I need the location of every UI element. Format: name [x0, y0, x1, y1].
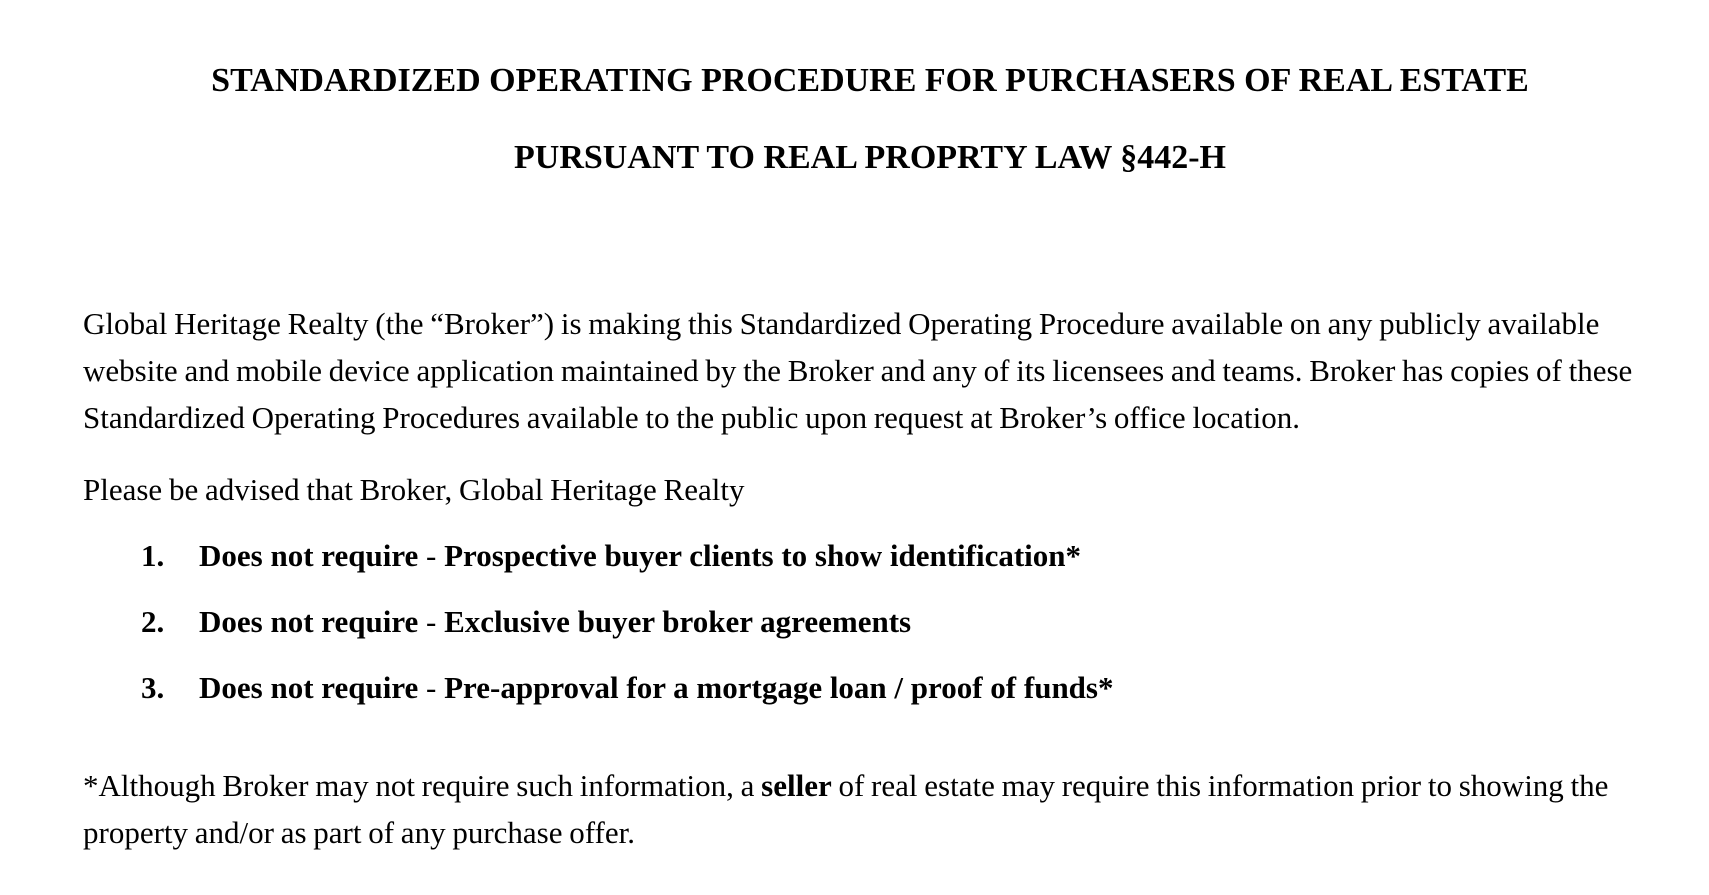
list-item-text	[199, 604, 911, 640]
list-item-number: 1.	[141, 538, 165, 573]
list-item-detail: Pre-approval for a mortgage loan / proof of funds*	[444, 670, 1114, 705]
list-item-lead: Does not require	[199, 670, 419, 705]
intro-paragraph: Global Heritage Realty (the “Broker”) is making this Standardized Operating Procedure available on any publicly available website and mobile device application maintained by the Broker and any of its licensees and teams. Broker has copies of these Standardized Operating Procedures available to the public upon request at Broker’s office location.	[83, 306, 1633, 435]
footnote-before: *Although Broker may not require such information, a	[83, 768, 762, 803]
document-subtitle: PURSUANT TO REAL PROPRTY LAW §442-H	[514, 139, 1226, 176]
list-item-number: 2.	[141, 604, 165, 639]
list-item-separator: -	[418, 670, 445, 705]
list-item-lead: Does not require	[199, 604, 419, 639]
list-item-separator: -	[418, 604, 445, 639]
list-item-text	[199, 538, 1081, 574]
list-item-lead: Does not require	[199, 538, 419, 573]
footnote-emphasis: seller	[761, 768, 832, 803]
list-item-text	[199, 670, 1114, 706]
list-item-detail: Prospective buyer clients to show identification*	[444, 538, 1082, 573]
list-item-detail: Exclusive buyer broker agreements	[444, 604, 912, 639]
list-item-separator: -	[418, 538, 445, 573]
list-item-number: 3.	[141, 670, 165, 705]
advised-line: Please be advised that Broker, Global Heritage Realty	[83, 472, 745, 507]
footnote	[83, 762, 1683, 856]
document-title: STANDARDIZED OPERATING PROCEDURE FOR PURCHASERS OF REAL ESTATE	[211, 62, 1529, 99]
footnote-after: of real estate may require this information prior to showing the property and/or as part of any purchase offer.	[83, 768, 1609, 850]
